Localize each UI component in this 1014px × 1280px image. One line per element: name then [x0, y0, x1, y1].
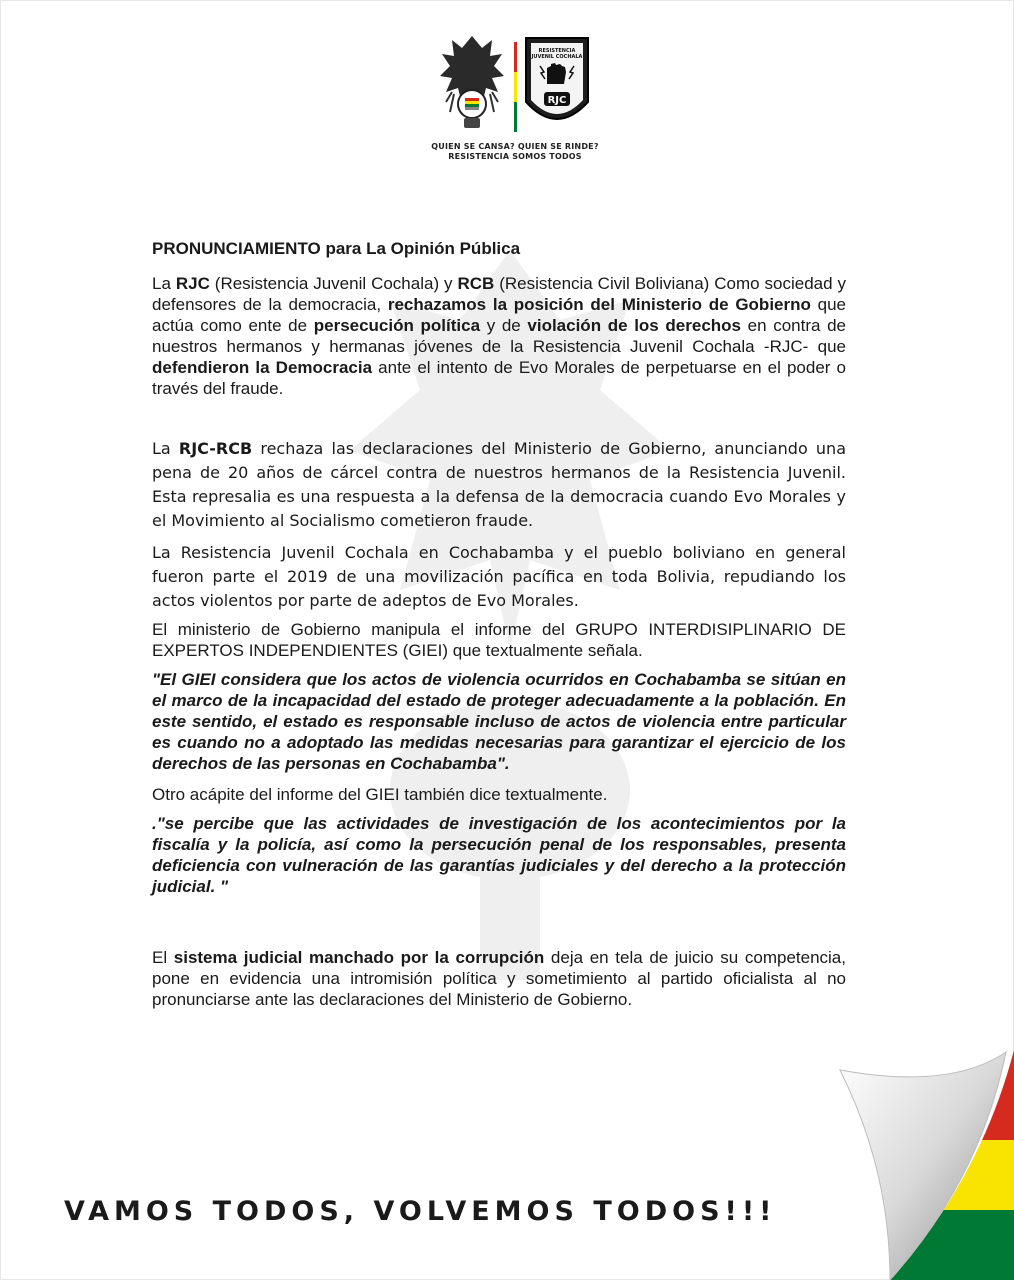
text-run: deja en tela de juicio su competencia, pone en evidencia una intromisión política y sometimiento al partido oficialista al no pronunciarse ante las declaraciones del Ministerio de Gobierno.: [152, 948, 846, 1009]
footer-slogan: VAMOS TODOS, VOLVEMOS TODOS!!!: [64, 1196, 777, 1227]
tagline-line-2: RESISTENCIA SOMOS TODOS: [448, 152, 582, 161]
paragraph-4: El ministerio de Gobierno manipula el informe del GRUPO INTERDISIPLINARIO DE EXPERTOS INDEPENDIENTES (GIEI) que textualmente señala.: [152, 620, 846, 660]
bold-run: RJC: [175, 274, 210, 293]
bold-run: RJC-RCB: [178, 439, 253, 458]
flag-divider-icon: [514, 42, 517, 132]
text-run: rechaza las declaraciones del Ministerio de Gobierno, anunciando una pena de 20 años de cárcel contra de nuestros hermanos de la Resistencia Juvenil. Esta represalia es una respuesta a la defensa de la democracia cuando Evo Morales y el Movimiento al Socialismo cometieron fraude.: [152, 439, 846, 530]
rjc-logo: [436, 32, 596, 137]
svg-text:RESISTENCIA: RESISTENCIA: [538, 48, 576, 54]
bolivian-condor-emblem-icon: [440, 36, 504, 128]
text-run: El: [152, 948, 174, 967]
text-run: en contra de nuestros hermanos y hermanas jóvenes de la Resistencia Juvenil Cochala -RJC- que: [152, 316, 846, 356]
paragraph-2: [152, 437, 846, 533]
document-body: [152, 238, 846, 1062]
bold-run: violación de los derechos: [527, 316, 741, 335]
bold-run: sistema judicial manchado por la corrupción: [173, 948, 545, 967]
header-tagline: [380, 142, 650, 162]
text-run: y de: [480, 316, 528, 335]
bold-run: defendieron la Democracia: [152, 358, 373, 377]
paragraph-1: [152, 273, 846, 399]
text-run: ante el intento de Evo Morales de perpetuarse en el poder o través del fraude.: [152, 358, 846, 398]
text-run: que actúa como ente de: [152, 295, 846, 335]
paragraph-5: Otro acápite del informe del GIEI también dice textualmente.: [152, 785, 608, 804]
flag-page-curl-icon: [830, 1050, 1014, 1280]
bold-run: RCB: [457, 274, 495, 293]
text-run: La: [152, 274, 176, 293]
tagline-line-1: QUIEN SE CANSA? QUIEN SE RINDE?: [431, 142, 599, 151]
paragraph-6: [152, 947, 846, 1010]
bold-run: rechazamos la posición del Ministerio de Gobierno: [387, 295, 811, 314]
text-run: (Resistencia Juvenil Cochala) y: [209, 274, 458, 293]
svg-text:JUVENIL COCHALA: JUVENIL COCHALA: [531, 54, 583, 60]
text-run: (Resistencia Civil Boliviana) Como sociedad y defensores de la democracia,: [152, 274, 847, 314]
giei-quote-1: "El GIEI considera que los actos de violencia ocurridos en Cochabamba se sitúan en el marco de la incapacidad del estado de proteger adecuadamente a la población. En este sentido, el estado es responsable incluso de actos de violencia entre particular es cuando no a adoptado las medidas necesarias para garantizar el ejercicio de los derechos de las personas en Cochabamba".: [152, 670, 846, 773]
rjc-shield-icon: [526, 38, 588, 119]
text-run: La: [152, 439, 179, 458]
svg-text:RJC: RJC: [547, 95, 567, 106]
bold-run: persecución política: [313, 316, 481, 335]
document-title: PRONUNCIAMIENTO para La Opinión Pública: [152, 239, 521, 258]
giei-quote-2: ."se percibe que las actividades de investigación de los acontecimientos por la fiscalía y la policía, así como la persecución penal de los responsables, presenta deficiencia con vulneración de las garantías judiciales y del derecho a la protección judicial. ": [152, 814, 846, 896]
paragraph-3: La Resistencia Juvenil Cochala en Cochabamba y el pueblo boliviano en general fueron parte el 2019 de una movilización pacífica en toda Bolivia, repudiando los actos violentos por parte de adeptos de Evo Morales.: [152, 543, 846, 610]
